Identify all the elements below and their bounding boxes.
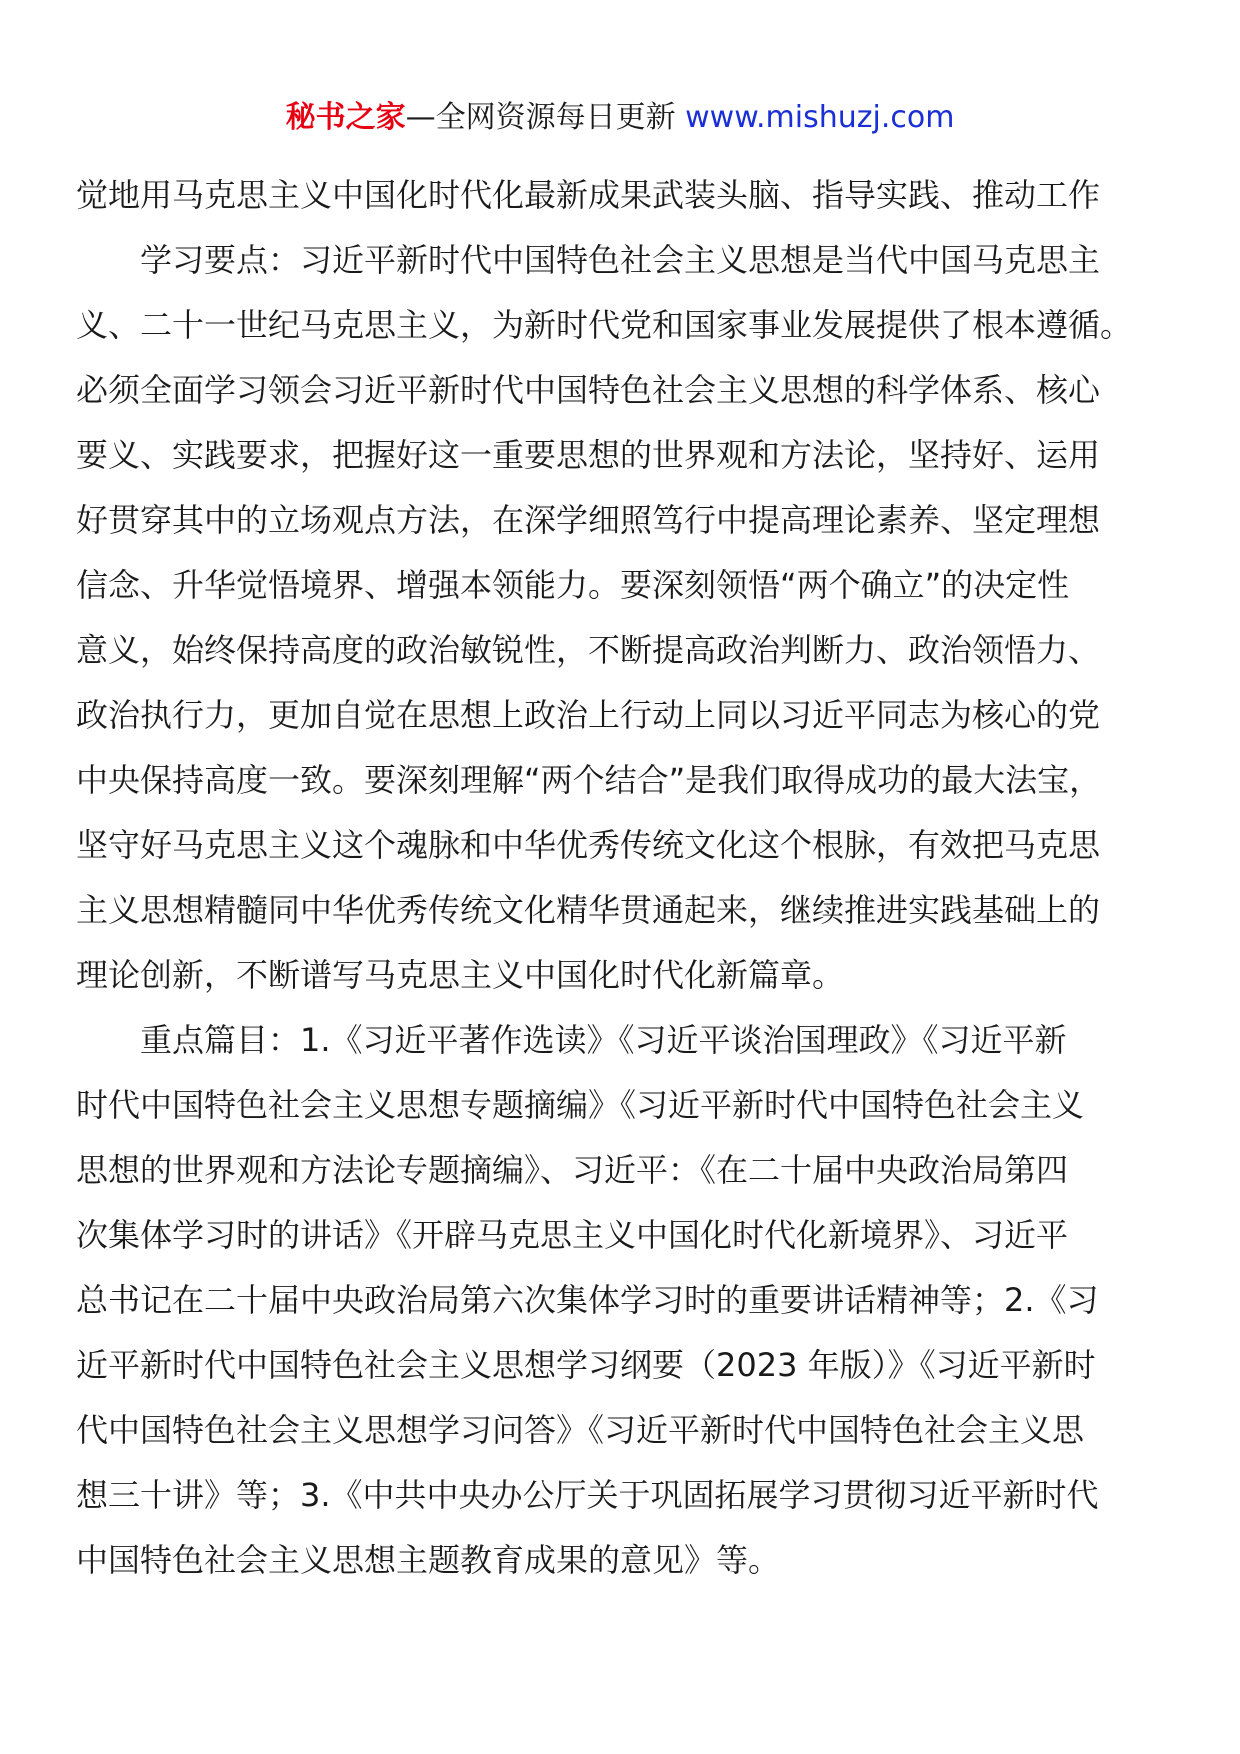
text-line: 信念、升华觉悟境界、增强本领能力。要深刻领悟“两个确立”的决定性 <box>76 566 1070 604</box>
text-line: 代中国特色社会主义思想学习问答》《习近平新时代中国特色社会主义思 <box>76 1411 1085 1449</box>
text-line: 坚守好马克思主义这个魂脉和中华优秀传统文化这个根脉，有效把马克思 <box>76 826 1101 864</box>
header-tagline: —全网资源每日更新 <box>405 100 676 135</box>
text-line: 政治执行力，更加自觉在思想上政治上行动上同以习近平同志为核心的党 <box>76 696 1101 734</box>
text-line: 觉地用马克思主义中国化时代化最新成果武装头脑、指导实践、推动工作 <box>76 176 1101 214</box>
text-line: 义、二十一世纪马克思主义，为新时代党和国家事业发展提供了根本遵循。 <box>76 306 1133 344</box>
text-line: 思想的世界观和方法论专题摘编》、习近平：《在二十届中央政治局第四 <box>76 1151 1069 1189</box>
text-line: 次集体学习时的讲话》《开辟马克思主义中国化时代化新境界》、习近平 <box>76 1216 1069 1254</box>
text-line: 要义、实践要求，把握好这一重要思想的世界观和方法论，坚持好、运用 <box>76 436 1101 474</box>
paragraph-start-study-points: 学习要点：习近平新时代中国特色社会主义思想是当代中国马克思主 <box>140 241 1101 279</box>
text-line: 好贯穿其中的立场观点方法，在深学细照笃行中提高理论素养、坚定理想 <box>76 501 1101 539</box>
text-line: 时代中国特色社会主义思想专题摘编》《习近平新时代中国特色社会主义 <box>76 1086 1085 1124</box>
brand-name: 秘书之家 <box>285 100 406 135</box>
text-line: 想三十讲》等；3.《中共中央办公厅关于巩固拓展学习贯彻习近平新时代 <box>76 1476 1099 1514</box>
text-line: 近平新时代中国特色社会主义思想学习纲要（2023 年版）》《习近平新时 <box>76 1346 1096 1384</box>
text-line: 总书记在二十届中央政治局第六次集体学习时的重要讲话精神等；2.《习 <box>76 1281 1099 1319</box>
paragraph-start-key-readings: 重点篇目：1.《习近平著作选读》《习近平谈治国理政》《习近平新 <box>140 1021 1067 1059</box>
text-line: 意义，始终保持高度的政治敏锐性，不断提高政治判断力、政治领悟力、 <box>76 631 1101 669</box>
text-line: 主义思想精髓同中华优秀传统文化精华贯通起来，继续推进实践基础上的 <box>76 891 1101 929</box>
text-line: 理论创新，不断谱写马克思主义中国化时代化新篇章。 <box>76 956 845 994</box>
site-url-link[interactable]: www.mishuzj.com <box>685 100 955 135</box>
text-line: 中国特色社会主义思想主题教育成果的意见》等。 <box>76 1541 781 1579</box>
text-line: 必须全面学习领会习近平新时代中国特色社会主义思想的科学体系、核心 <box>76 371 1101 409</box>
document-body <box>76 163 1176 1593</box>
page-header <box>0 98 1240 138</box>
text-line: 中央保持高度一致。要深刻理解“两个结合”是我们取得成功的最大法宝， <box>76 761 1102 799</box>
